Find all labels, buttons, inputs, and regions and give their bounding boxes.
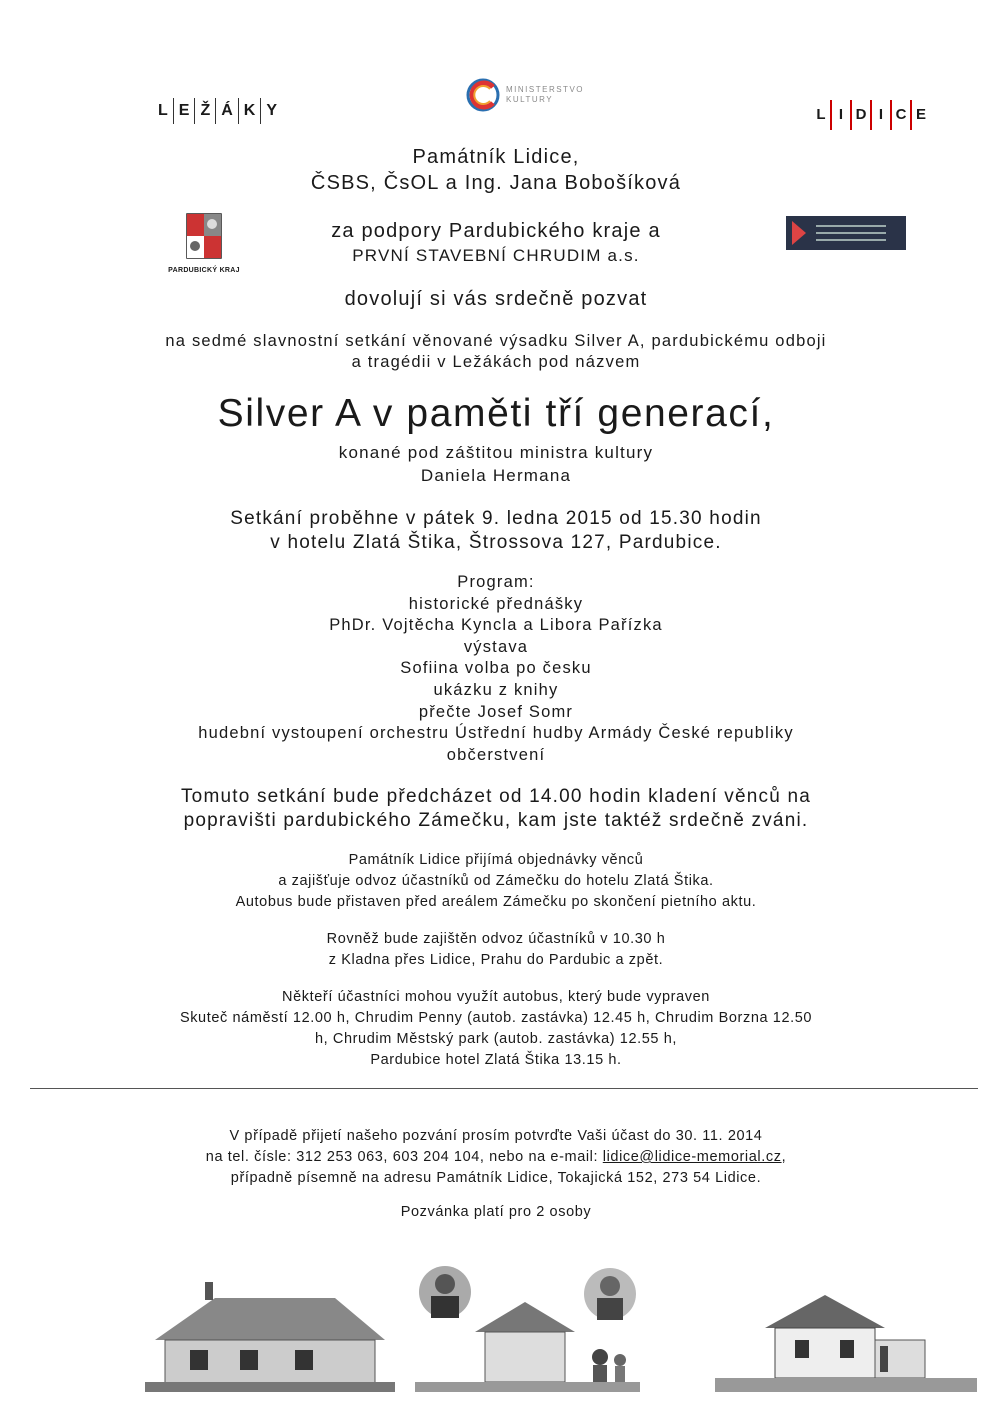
program-item: PhDr. Vojtěcha Kyncla a Libora Pařízka [329, 616, 663, 635]
occasion-line-1: na sedmé slavnostní setkání věnované výsadku Silver A, pardubickému odboji [165, 332, 827, 350]
organizer-line-2: ČSBS, ČsOL a Ing. Jana Bobošíková [310, 172, 682, 194]
info-line: a zajišťuje odvoz účastníků od Zámečku do hotelu Zlatá Štika. [278, 873, 714, 889]
info-block-3 [0, 987, 992, 1071]
lezaky-letter: K [238, 98, 261, 124]
program-item: Sofiina volba po česku [400, 659, 592, 678]
program-heading: Program: [457, 573, 535, 591]
info-line: h, Chrudim Městský park (autob. zastávka) 12.55 h, [314, 1031, 678, 1047]
rsvp-line-3: případně písemně na adresu Památník Lidice, Tokajická 152, 273 54 Lidice. [230, 1170, 762, 1186]
event-title: Silver A v paměti tří generací, [217, 392, 775, 435]
wreath-line-2: popravišti pardubického Zámečku, kam jste taktéž srdečně zváni. [183, 810, 809, 831]
lezaky-letter: L [158, 102, 168, 119]
organizer-line-1: Památník Lidice, [412, 146, 580, 168]
lidice-letter: L [816, 106, 826, 123]
ministry-logo [466, 78, 584, 112]
ministry-emblem-icon [466, 78, 500, 112]
program-item: výstava [463, 637, 529, 656]
info-line: Autobus bude přistaven před areálem Zámečku po skončení pietního aktu. [235, 894, 757, 910]
validity-note: Pozvánka platí pro 2 osoby [400, 1204, 592, 1220]
wreath-line-1: Tomuto setkání bude předcházet od 14.00 hodin kladení věnců na [180, 786, 812, 807]
family-photo-collage [415, 1262, 640, 1392]
program-list [0, 572, 992, 766]
patronage-line-2: Daniela Hermana [420, 466, 572, 485]
house-photo-right [715, 1270, 977, 1392]
lidice-logo [812, 100, 930, 130]
program-item: hudební vystoupení orchestru Ústřední hudby Armády České republiky [198, 724, 794, 743]
lezaky-letter: Ž [194, 98, 215, 124]
event-venue-line: v hotelu Zlatá Štika, Štrossova 127, Pardubice. [270, 532, 722, 553]
lezaky-logo [153, 96, 282, 126]
patronage-line-1: konané pod záštitou ministra kultury [338, 443, 654, 462]
ministry-name-line1: MINISTERSTVO [506, 85, 585, 94]
info-line: Památník Lidice přijímá objednávky věnců [348, 852, 644, 868]
info-line: Někteří účastníci mohou využít autobus, který bude vypraven [282, 989, 710, 1005]
program-item: občerstvení [446, 745, 546, 764]
program-item: historické přednášky [408, 594, 584, 613]
lezaky-letter: Á [215, 98, 238, 124]
lidice-letter: I [830, 100, 850, 130]
kraj-label: PARDUBICKÝ KRAJ [168, 267, 240, 274]
program-item: ukázku z knihy [433, 680, 559, 699]
support-line-1: za podpory Pardubického kraje a [331, 220, 661, 242]
event-date-line: Setkání proběhne v pátek 9. ledna 2015 od 15.30 hodin [230, 508, 762, 529]
lidice-letter: E [910, 100, 930, 130]
lidice-letter: I [870, 100, 890, 130]
rsvp-comma: , [781, 1149, 787, 1165]
info-block-1 [0, 850, 992, 913]
lezaky-letter: Y [260, 98, 282, 124]
rsvp-line-1: V případě přijetí našeho pozvání prosím potvrďte Vaši účast do 30. 11. 2014 [229, 1128, 763, 1144]
support-line-2: PRVNÍ STAVEBNÍ CHRUDIM a.s. [352, 246, 640, 265]
rsvp-phone: na tel. čísle: 312 253 063, 603 204 104, nebo na e-mail: [205, 1149, 603, 1165]
divider [30, 1088, 978, 1089]
rsvp-line-2 [0, 1147, 992, 1168]
info-line: Rovněž bude zajištěn odvoz účastníků v 10.30 h [326, 931, 666, 947]
rsvp-block [0, 1126, 992, 1189]
program-item: přečte Josef Somr [418, 702, 574, 721]
info-line: z Kladna přes Lidice, Prahu do Pardubic a zpět. [328, 952, 664, 968]
info-line: Pardubice hotel Zlatá Štika 13.15 h. [370, 1052, 622, 1068]
lidice-letter: C [890, 100, 910, 130]
lezaky-letter: E [173, 98, 195, 124]
ministry-name-line2: KULTURY [506, 95, 554, 104]
invite-line: dovolují si vás srdečně pozvat [344, 288, 648, 310]
rsvp-email-link[interactable]: lidice@lidice-memorial.cz [602, 1149, 782, 1165]
lidice-letter: D [850, 100, 870, 130]
occasion-line-2: a tragédii v Ležákách pod názvem [351, 353, 641, 371]
info-block-2 [0, 929, 992, 971]
info-line: Skuteč náměstí 12.00 h, Chrudim Penny (autob. zastávka) 12.45 h, Chrudim Borzna 12.50 [179, 1010, 813, 1026]
house-photo-left [145, 1270, 395, 1392]
